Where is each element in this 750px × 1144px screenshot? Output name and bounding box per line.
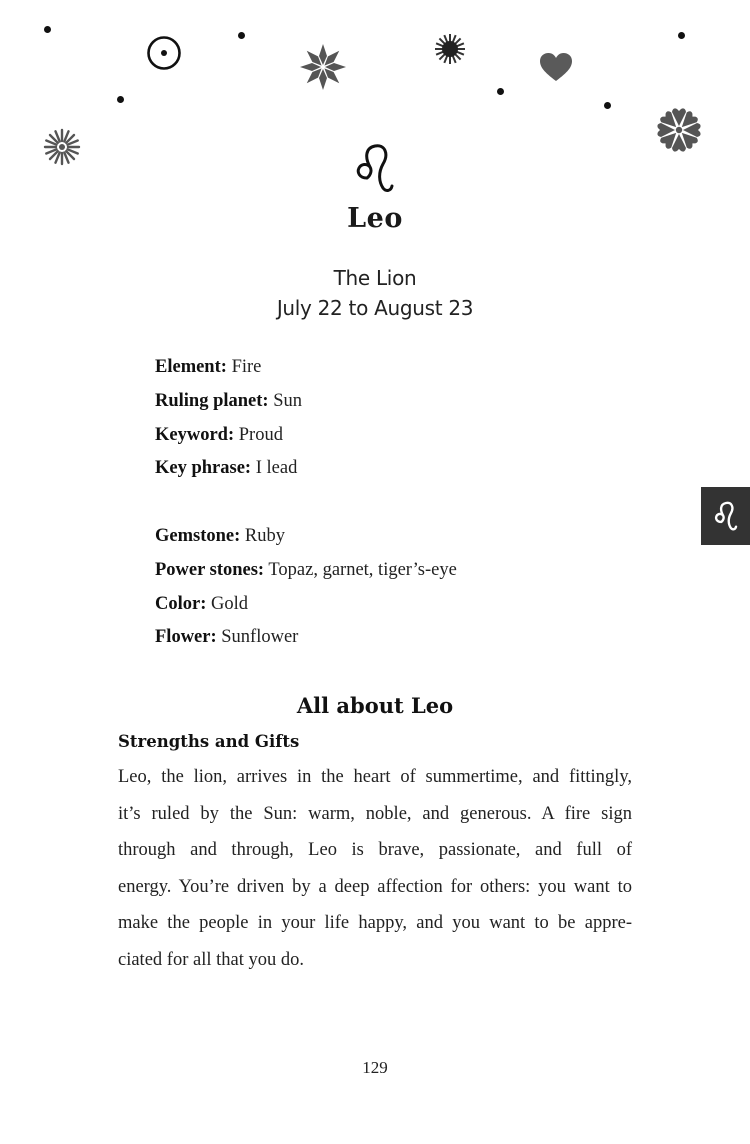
decorative-dot (497, 88, 504, 95)
body-line: ciated for all that you do. (118, 949, 304, 970)
body-paragraph (118, 759, 632, 978)
heart-petal-flower-icon (654, 105, 704, 155)
body-line: it’s ruled by the Sun: warm, noble, and generous. A fire sign (118, 803, 632, 824)
fact-gemstone (155, 520, 457, 554)
body-line: make the people in your life happy, and you want to be appre- (118, 913, 632, 933)
fact-power-stones (155, 554, 457, 588)
decorative-dot (604, 102, 611, 109)
fact-label: Ruling planet: (155, 390, 269, 411)
sub-heading: Strengths and Gifts (118, 732, 300, 751)
sun-circle-icon (146, 35, 182, 71)
sign-title: Leo (347, 203, 403, 234)
eight-petal-flower-icon (298, 42, 348, 92)
fact-label: Power stones: (155, 559, 265, 580)
decorative-dot (44, 26, 51, 33)
decorative-dot (678, 32, 685, 39)
fact-value: Sun (273, 390, 303, 411)
fact-value: Sunflower (221, 627, 299, 648)
fact-value: I lead (255, 458, 298, 479)
fact-label: Key phrase: (155, 458, 252, 479)
fact-keyword (155, 419, 302, 453)
body-line: Leo, the lion, arrives in the heart of summertime, and fittingly, (118, 767, 632, 787)
page-number: 129 (362, 1058, 388, 1077)
fact-flower (155, 621, 457, 655)
chapter-thumb-tab[interactable] (701, 487, 750, 545)
starburst-icon (433, 32, 467, 66)
fact-value: Ruby (244, 526, 286, 546)
fact-value: Proud (238, 424, 283, 445)
fact-element (155, 351, 302, 385)
heart-icon (539, 52, 573, 82)
leo-symbol-icon (713, 499, 739, 533)
fact-label: Color: (155, 593, 207, 614)
fact-value: Fire (231, 357, 262, 377)
sign-dates: July 22 to August 23 (276, 296, 474, 320)
body-line: energy. You’re driven by a deep affection for others: you want to (118, 876, 632, 897)
decorative-dot (238, 32, 245, 39)
fact-label: Keyword: (155, 424, 235, 445)
fact-label: Element: (155, 357, 227, 377)
fact-key-phrase (155, 452, 302, 486)
facts-group-primary (155, 351, 302, 486)
fact-label: Flower: (155, 627, 217, 648)
fact-label: Gemstone: (155, 526, 241, 546)
decorative-dot (117, 96, 124, 103)
fact-color (155, 588, 457, 622)
fact-ruling-planet (155, 385, 302, 419)
fact-value: Gold (211, 593, 248, 614)
radial-sparkle-icon (43, 128, 81, 166)
leo-symbol-icon (353, 142, 397, 194)
section-title: All about Leo (296, 693, 454, 718)
facts-group-secondary (155, 520, 457, 655)
sign-subtitle: The Lion (333, 266, 417, 290)
body-line: through and through, Leo is brave, passionate, and full of (118, 840, 632, 860)
fact-value: Topaz, garnet, tiger’s-eye (268, 559, 457, 580)
